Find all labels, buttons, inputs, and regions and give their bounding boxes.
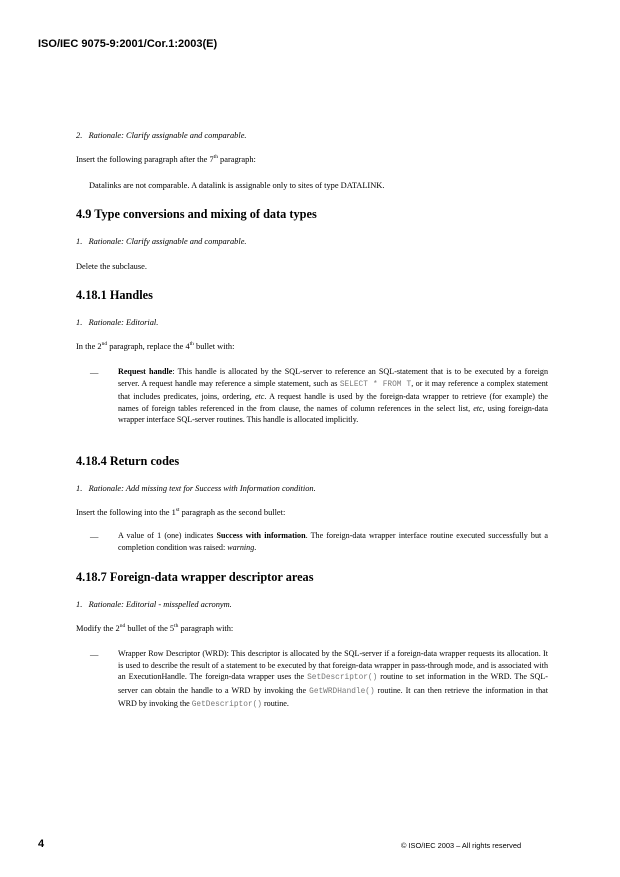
section-heading-4-9: 4.9 Type conversions and mixing of data types	[76, 207, 317, 221]
section-heading-4-18-1: 4.18.1 Handles	[76, 288, 153, 302]
section-heading-4-18-4: 4.18.4 Return codes	[76, 454, 180, 468]
request-handle-paragraph: Request handle: This handle is allocated by the SQL-server to reference an SQL-statement that is to be executed by a foreign server. A request handle may reference a simple statement, such as SELECT * FROM T, or it may reference a complex statement that includes predicates, joins, ordering, etc. A request handle is used by the foreign-data wrapper to retrieve (for example) the names of foreign tables referenced in the from clause, the names of column references in the select list, etc, using foreign-data wrapper interface SQL-server routines. This handle is allocated implicitly.	[118, 367, 549, 425]
document-identifier: ISO/IEC 9075-9:2001/Cor.1:2003(E)	[38, 38, 218, 50]
success-info-paragraph: A value of 1 (one) indicates Success with information. The foreign-data wrapper interface routine executed successfully but a completion condition was raised: warning.	[118, 531, 549, 552]
page-number: 4	[38, 838, 45, 850]
rationale-note: 1. Rationale: Clarify assignable and comparable.	[76, 237, 247, 246]
inserted-paragraph: Datalinks are not comparable. A datalink is assignable only to sites of type DATALINK.	[89, 181, 385, 190]
bullet-dash: —	[90, 532, 99, 541]
rationale-note: 2. Rationale: Clarify assignable and comparable.	[76, 131, 247, 140]
wrd-paragraph: Wrapper Row Descriptor (WRD): This descriptor is allocated by the SQL-server if a foreign-data wrapper requests its allocation. It is used to describe the result of a statement to be executed by that foreign-data wrapper in pass-through mode, and is associated with an ExecutionHandle. The foreign-data wrapper uses the SetDescriptor() routine to set information in the WRD. The SQL-server can obtain the handle to a WRD by invoking the GetWRDHandle() routine. It can then retrieve the information in that WRD by invoking the GetDescriptor() routine.	[118, 649, 549, 710]
section-heading-4-18-7: 4.18.7 Foreign-data wrapper descriptor areas	[76, 570, 314, 584]
rationale-note: 1. Rationale: Add missing text for Success with Information condition.	[76, 484, 316, 493]
instruction-text: In the 2nd paragraph, replace the 4th bullet with:	[76, 341, 235, 351]
bullet-dash: —	[90, 368, 99, 377]
instruction-text: Delete the subclause.	[76, 262, 147, 271]
copyright-notice: © ISO/IEC 2003 – All rights reserved	[401, 841, 522, 850]
instruction-text: Insert the following paragraph after the 7th paragraph:	[76, 154, 256, 164]
instruction-text: Insert the following into the 1st paragraph as the second bullet:	[76, 507, 286, 517]
rationale-note: 1. Rationale: Editorial - misspelled acronym.	[76, 600, 232, 609]
instruction-text: Modify the 2nd bullet of the 5th paragraph with:	[76, 623, 234, 633]
bullet-dash: —	[90, 650, 99, 659]
rationale-note: 1. Rationale: Editorial.	[76, 318, 159, 327]
